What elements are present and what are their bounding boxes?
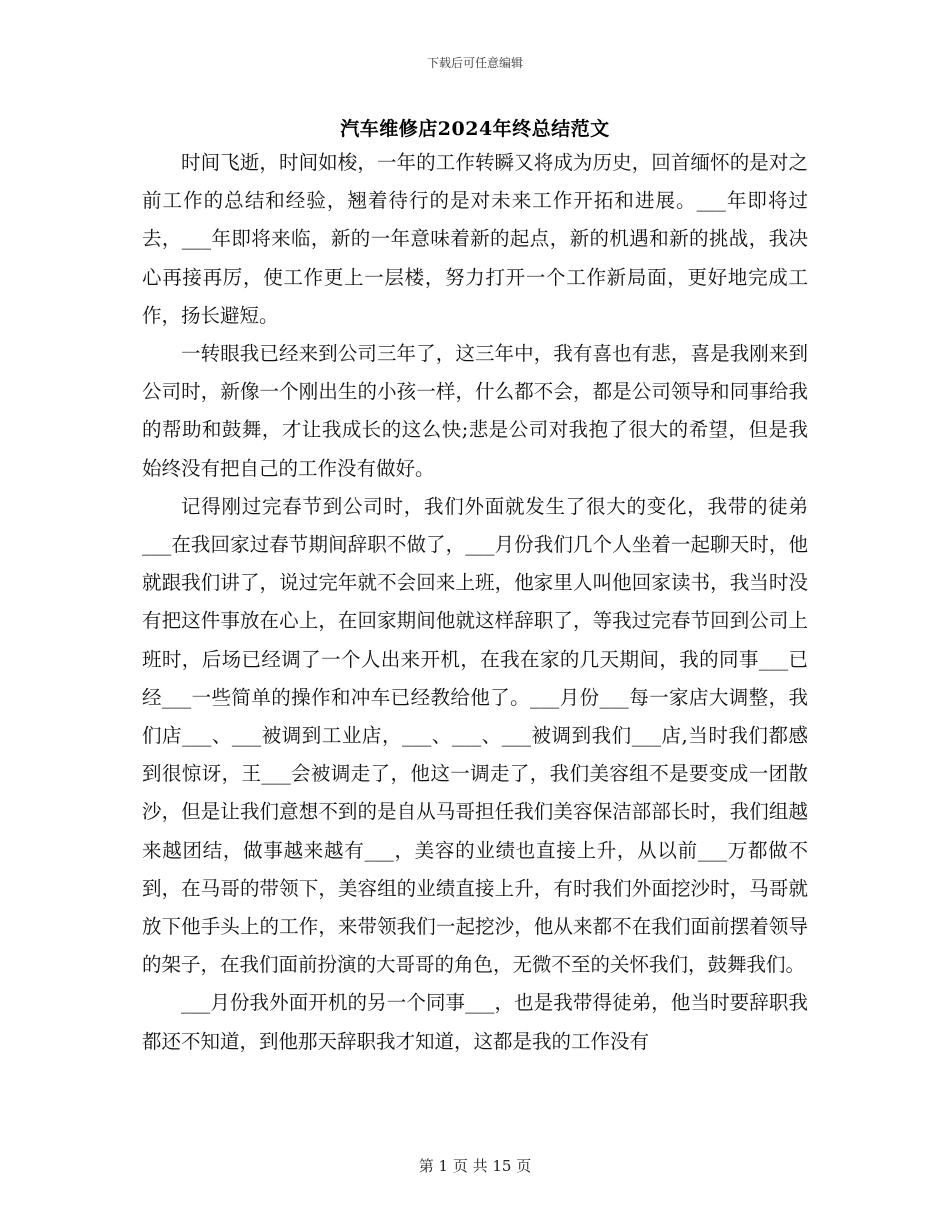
paragraph: ___月份我外面开机的另一个同事___，也是我带得徒弟，他当时要辞职我都还不知道，到他那天辞职我才知道，这都是我的工作没有 (142, 991, 808, 1053)
header-note: 下载后可任意编辑 (426, 56, 523, 70)
paragraph: 记得刚过完春节到公司时，我们外面就发生了很大的变化，我带的徒弟___在我回家过春节期间辞职不做了，___月份我们几个人坐着一起聊天时，他就跟我们讲了，说过完年就不会回来上班，他家里人叫他回家读书，我当时没有把这件事放在心上，在回家期间他就这样辞职了，等我过完春节回到公司上班时，后场已经调了一个人出来开机，在我在家的几天期间，我的同事___已经___一些简单的操作和冲车已经教给他了。___月份___每一家店大调整，我们店___、___被调到工业店，___、___、___被调到我们___店,当时我们都感到很惊讶，王___会被调走了，他这一调走了，我们美容组不是要变成一团散沙，但是让我们意想不到的是自从马哥担任我们美容保洁部部长时，我们组越来越团结，做事越来越有___，美容的业绩也直接上升，从以前___万都做不到，在马哥的带领下，美容组的业绩直接上升，有时我们外面挖沙时，马哥就放下他手头上的工作，来带领我们一起挖沙，他从来都不在我们面前摆着领导的架子，在我们面前扮演的大哥哥的角色，无微不至的关怀我们，鼓舞我们。 (142, 494, 808, 977)
paragraph: 一转眼我已经来到公司三年了，这三年中，我有喜也有悲，喜是我刚来到公司时，新像一个刚出生的小孩一样，什么都不会，都是公司领导和同事给我的帮助和鼓舞，才让我成长的这么快;悲是公司对我抱了很大的希望，但是我始终没有把自己的工作没有做好。 (142, 342, 808, 480)
document-body (142, 144, 808, 1061)
paragraph: 时间飞逝，时间如梭，一年的工作转瞬又将成为历史，回首缅怀的是对之前工作的总结和经验，翘着待行的是对未来工作开拓和进展。___年即将过去，___年即将来临，新的一年意味着新的起点，新的机遇和新的挑战，我决心再接再厉，使工作更上一层楼，努力打开一个工作新局面，更好地完成工作，扬长避短。 (142, 151, 808, 327)
document-title: 汽车维修店2024年终总结范文 (340, 118, 610, 140)
page-footer: 第 1 页 共 15 页 (418, 1157, 532, 1175)
